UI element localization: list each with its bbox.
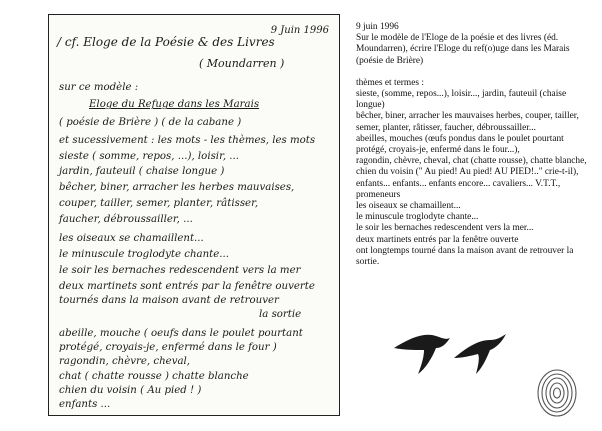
manuscript-subtitle: ( Moundarren ) <box>199 57 285 70</box>
manuscript-line: tournés dans la maison avant de retrouver <box>59 294 279 306</box>
transcription-item: deux martinets entrés par la fenêtre ouverte <box>356 234 519 245</box>
swift-birds-illustration <box>392 318 512 388</box>
manuscript-line: deux martinets sont entrés par la fenêtre ouverte <box>59 280 315 292</box>
transcription-date: 9 juin 1996 <box>356 22 399 32</box>
manuscript-line: la sortie <box>259 308 302 320</box>
manuscript-line: bêcher, biner, arracher les herbes mauvaises, <box>59 182 295 194</box>
transcription-item: les oiseaux se chamaillent... <box>356 201 461 212</box>
transcription-item: enfants... enfants... enfants encore... cavaliers... V.T.T., promeneurs <box>356 178 561 200</box>
manuscript-line: faucher, débroussailler, ... <box>59 213 193 225</box>
transcription-item: ont longtemps tourné dans la maison avant de retrouver la sortie. <box>356 245 574 268</box>
manuscript-line: abeille, mouche ( oeufs dans le poulet pourtant <box>59 328 303 340</box>
manuscript-title: / cf. Eloge de la Poésie & des Livres <box>57 35 275 49</box>
manuscript-line: sur ce modèle : <box>59 81 139 93</box>
manuscript-line: enfants ... <box>59 398 111 410</box>
transcription-item: ragondin, chèvre, cheval, chat (chatte rousse), chatte blanche, chien du voisin (" Au pied! Au pied! AU PIED!.." crie-t-il), <box>356 156 587 178</box>
transcription-intro: Sur le modèle de l'Eloge de la poésie et des livres (éd. Moundarren), écrire l'Eloge du ref(o)uge dans les Marais (poésie de Brière) <box>356 33 570 66</box>
manuscript-line: chien du voisin ( Au pied ! ) <box>59 384 202 396</box>
manuscript-line: le soir les bernaches redescendent vers la mer <box>59 264 301 276</box>
transcription <box>356 22 588 268</box>
manuscript-line: les oiseaux se chamaillent... <box>59 233 204 245</box>
transcription-item: le soir les bernaches redescendent vers la mer... <box>356 223 534 234</box>
transcription-item: semer, planter, râtisser, faucher, débroussailler... <box>356 122 536 133</box>
transcription-item: bêcher, biner, arracher les mauvaises herbes, couper, tailler, <box>356 111 579 122</box>
manuscript-date: 9 Juin 1996 <box>270 25 329 36</box>
manuscript-line: jardin, fauteuil ( chaise longue ) <box>59 166 225 178</box>
transcription-item: sieste, (somme, repos...), loisir..., jardin, fauteuil (chaise longue) <box>356 89 567 111</box>
transcription-item: le minuscule troglodyte chante... <box>356 212 479 223</box>
manuscript-scan <box>48 14 340 416</box>
manuscript-line: chat ( chatte rousse ) chatte blanche <box>59 370 249 382</box>
manuscript-line: et sucessivement : les mots - les thèmes, les mots <box>59 134 316 146</box>
transcription-heading: thèmes et termes : <box>356 77 424 88</box>
manuscript-line: sieste ( somme, repos, ...), loisir, ... <box>59 150 240 162</box>
transcription-item: abeilles, mouches (œufs pondus dans le poulet pourtant protégé, croyais-je, enfermé dans le four...), <box>356 133 564 156</box>
manuscript-line: ( poésie de Brière ) ( de la cabane ) <box>59 117 242 129</box>
manuscript-line: le minuscule troglodyte chante... <box>59 249 229 261</box>
thumbprint-icon <box>535 366 580 418</box>
manuscript-line: ragondin, chèvre, cheval, <box>59 356 191 368</box>
manuscript-line: couper, tailler, semer, planter, râtisser, <box>59 198 259 210</box>
manuscript-line: Eloge du Refuge dans les Marais <box>89 99 260 111</box>
manuscript-line: protégé, croyais-je, enfermé dans le four ) <box>59 342 277 354</box>
